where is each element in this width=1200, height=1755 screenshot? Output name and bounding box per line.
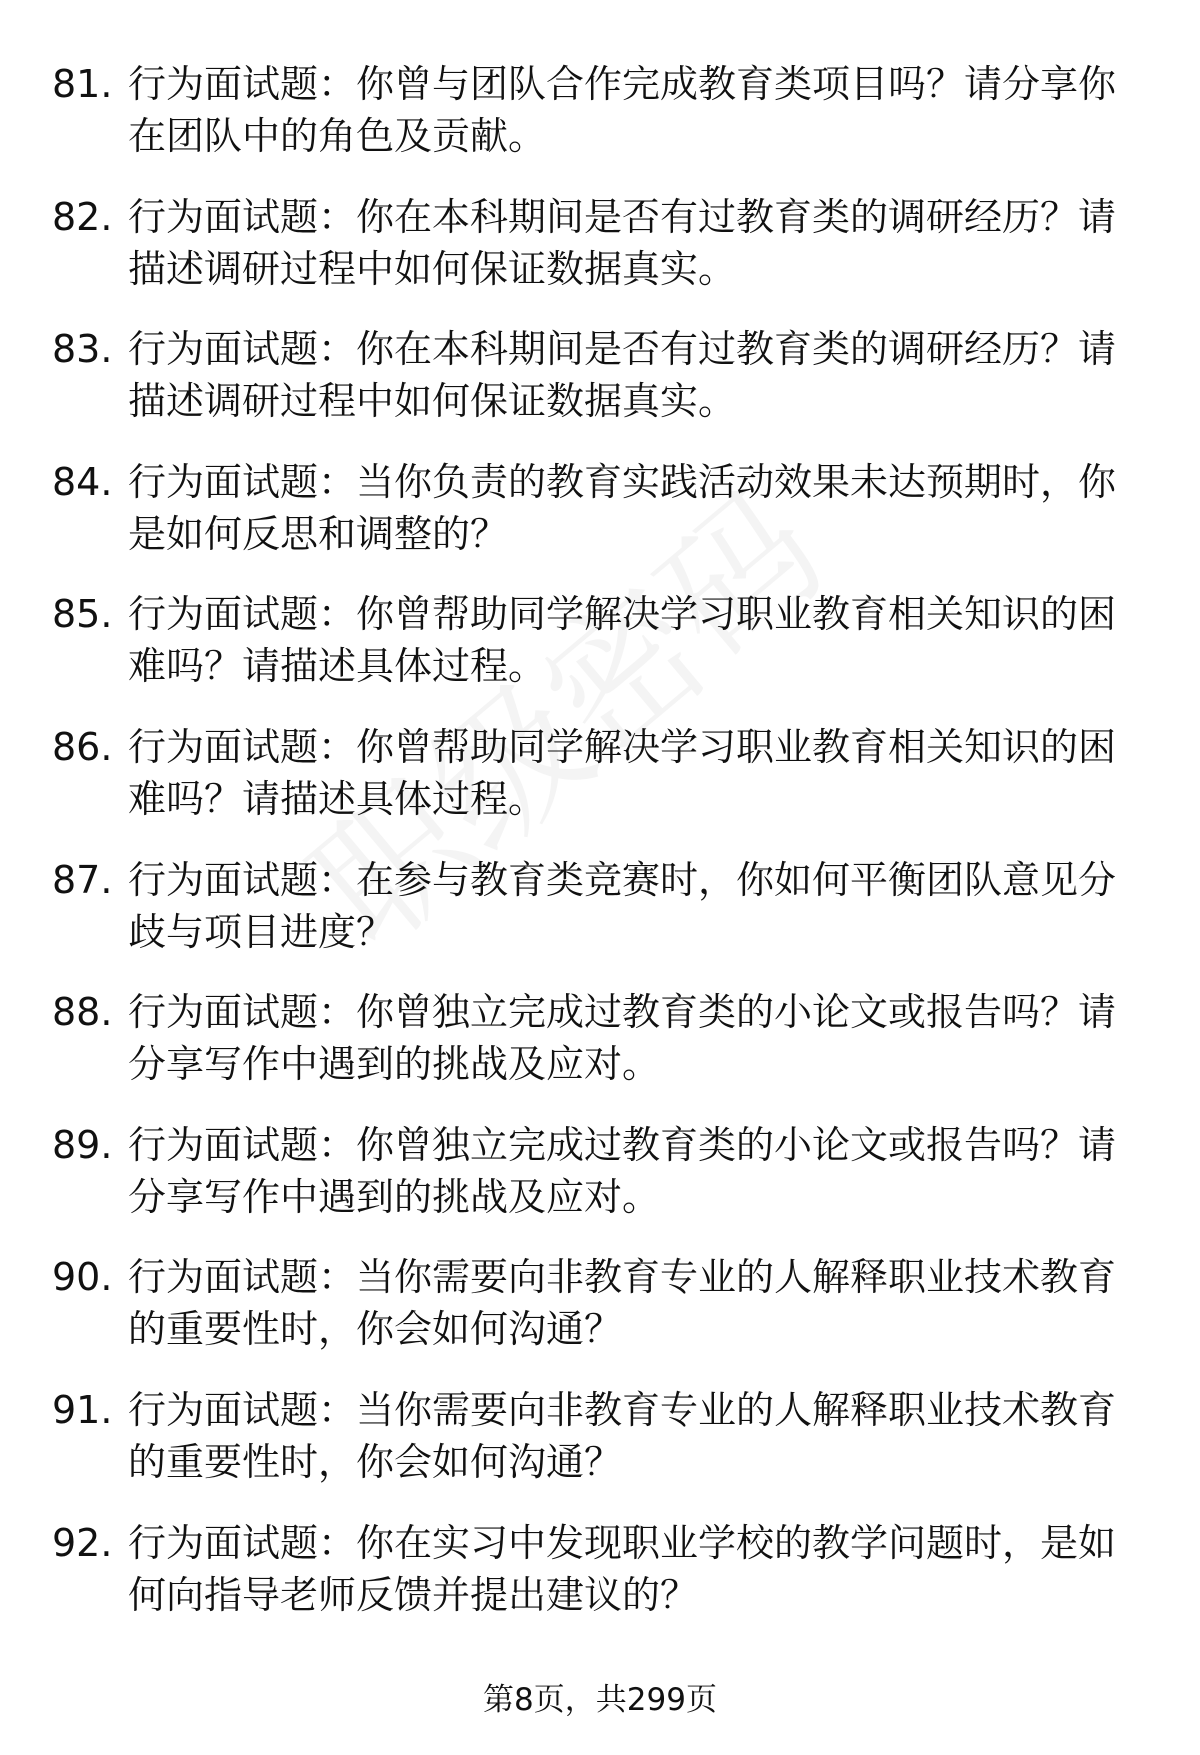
question-text: 行为面试题：你曾独立完成过教育类的小论文或报告吗？请分享写作中遇到的挑战及应对。 [128, 1122, 1117, 1219]
question-text: 行为面试题：你曾帮助同学解决学习职业教育相关知识的困难吗？请描述具体过程。 [128, 592, 1117, 689]
question-number: 81. [52, 62, 113, 106]
question-item [52, 191, 1152, 324]
question-number: 85. [52, 592, 113, 637]
question-item [52, 854, 1152, 987]
question-item [52, 588, 1152, 721]
question-text: 行为面试题：你曾独立完成过教育类的小论文或报告吗？请分享写作中遇到的挑战及应对。 [128, 990, 1117, 1087]
question-number: 89. [52, 1122, 113, 1167]
question-number: 88. [52, 990, 113, 1035]
question-text: 行为面试题：你曾与团队合作完成教育类项目吗？请分享你在团队中的角色及贡献。 [128, 62, 1117, 158]
question-number: 87. [52, 857, 113, 902]
question-text: 行为面试题：你在本科期间是否有过教育类的调研经历？请描述调研过程中如何保证数据真实。 [128, 194, 1117, 291]
question-item [52, 1384, 1152, 1517]
page-footer: 第8页，共299页 [483, 1682, 717, 1718]
question-number: 82. [52, 194, 113, 239]
question-item [52, 1517, 1152, 1650]
question-item [52, 1251, 1152, 1384]
question-item [52, 323, 1152, 456]
question-number: 83. [52, 327, 113, 372]
question-text: 行为面试题：你在实习中发现职业学校的教学问题时，是如何向指导老师反馈并提出建议的？ [128, 1520, 1117, 1617]
question-number: 90. [52, 1255, 113, 1300]
question-text: 行为面试题：当你需要向非教育专业的人解释职业技术教育的重要性时，你会如何沟通？ [128, 1255, 1117, 1352]
question-number: 91. [52, 1387, 113, 1432]
question-number: 86. [52, 724, 113, 769]
question-number: 92. [52, 1520, 113, 1565]
question-text: 行为面试题：在参与教育类竞赛时，你如何平衡团队意见分歧与项目进度？ [128, 857, 1117, 954]
question-item [52, 456, 1152, 589]
question-item [52, 1119, 1152, 1252]
question-item [52, 58, 1152, 191]
question-item [52, 721, 1152, 854]
question-number: 84. [52, 459, 113, 504]
question-text: 行为面试题：你曾帮助同学解决学习职业教育相关知识的困难吗？请描述具体过程。 [128, 724, 1117, 821]
question-list [52, 58, 1152, 1649]
question-text: 行为面试题：当你需要向非教育专业的人解释职业技术教育的重要性时，你会如何沟通？ [128, 1387, 1117, 1484]
question-text: 行为面试题：当你负责的教育实践活动效果未达预期时，你是如何反思和调整的？ [128, 459, 1117, 556]
question-text: 行为面试题：你在本科期间是否有过教育类的调研经历？请描述调研过程中如何保证数据真实。 [128, 327, 1117, 424]
question-item [52, 986, 1152, 1119]
